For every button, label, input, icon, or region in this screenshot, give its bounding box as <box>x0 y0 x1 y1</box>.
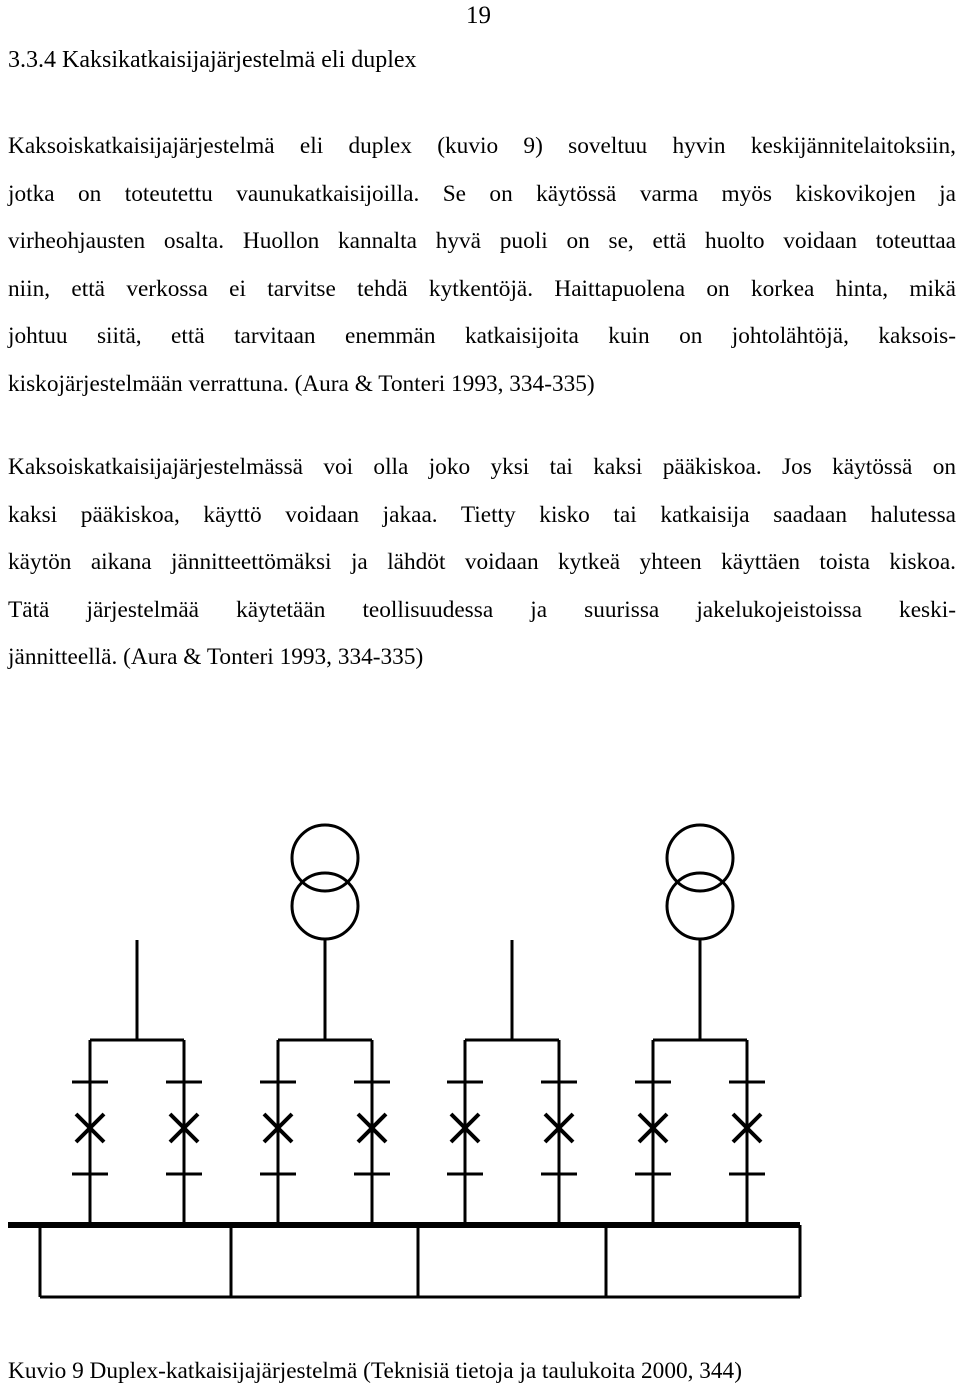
paragraph-line: kiskojärjestelmään verrattuna. (Aura & Tonteri 1993, 334-335) <box>8 370 595 397</box>
paragraph-line: johtuu siitä, että tarvitaan enemmän katkaisijoita kuin on johtolähtöjä, kaksois- <box>8 323 956 350</box>
paragraph-line: jotka on toteutettu vaunukatkaisijoilla. Se on käytössä varma myös kiskovikojen ja <box>8 180 956 207</box>
transformer-icon <box>292 825 358 939</box>
section-heading: 3.3.4 Kaksikatkaisijajärjestelmä eli duplex <box>8 47 417 73</box>
page-number: 19 <box>466 2 491 29</box>
paragraph-line: käytön aikana jännitteettömäksi ja lähdöt voidaan kytkeä yhteen käyttäen toista kiskoa. <box>8 549 956 576</box>
paragraph-line: Kaksoiskatkaisijajärjestelmä eli duplex (kuvio 9) soveltuu hyvin keskijännitelaitoksiin, <box>8 133 956 159</box>
circuit-breaker-icon <box>166 1040 202 1225</box>
paragraph-1 <box>8 132 956 418</box>
figure-caption: Kuvio 9 Duplex-katkaisijajärjestelmä (Teknisiä tietoja ja taulukoita 2000, 344) <box>8 1358 742 1384</box>
circuit-breaker-icon <box>541 1040 577 1225</box>
paragraph-line: virheohjausten osalta. Huollon kannalta hyvä puoli on se, että huolto voidaan toteuttaa <box>8 228 956 255</box>
paragraph-2 <box>8 453 956 691</box>
circuit-breaker-icon <box>260 1040 296 1225</box>
paragraph-line: jännitteellä. (Aura & Tonteri 1993, 334-335) <box>8 644 424 671</box>
circuit-breaker-icon <box>447 1040 483 1225</box>
paragraph-line: kaksi pääkiskoa, käyttö voidaan jakaa. Tietty kisko tai katkaisija saadaan halutessa <box>8 501 956 528</box>
duplex-diagram <box>0 815 960 1345</box>
circuit-breaker-icon <box>72 1040 108 1225</box>
paragraph-line: Tätä järjestelmää käytetään teollisuudessa ja suurissa jakelukojeistoissa keski- <box>8 596 956 623</box>
transformer-icon <box>667 825 733 939</box>
circuit-breaker-icon <box>354 1040 390 1225</box>
paragraph-line: niin, että verkossa ei tarvitse tehdä kytkentöjä. Haittapuolena on korkea hinta, mikä <box>8 275 956 302</box>
circuit-breaker-icon <box>729 1040 765 1225</box>
paragraph-line: Kaksoiskatkaisijajärjestelmässä voi olla joko yksi tai kaksi pääkiskoa. Jos käytössä on <box>8 454 956 480</box>
circuit-breaker-icon <box>635 1040 671 1225</box>
